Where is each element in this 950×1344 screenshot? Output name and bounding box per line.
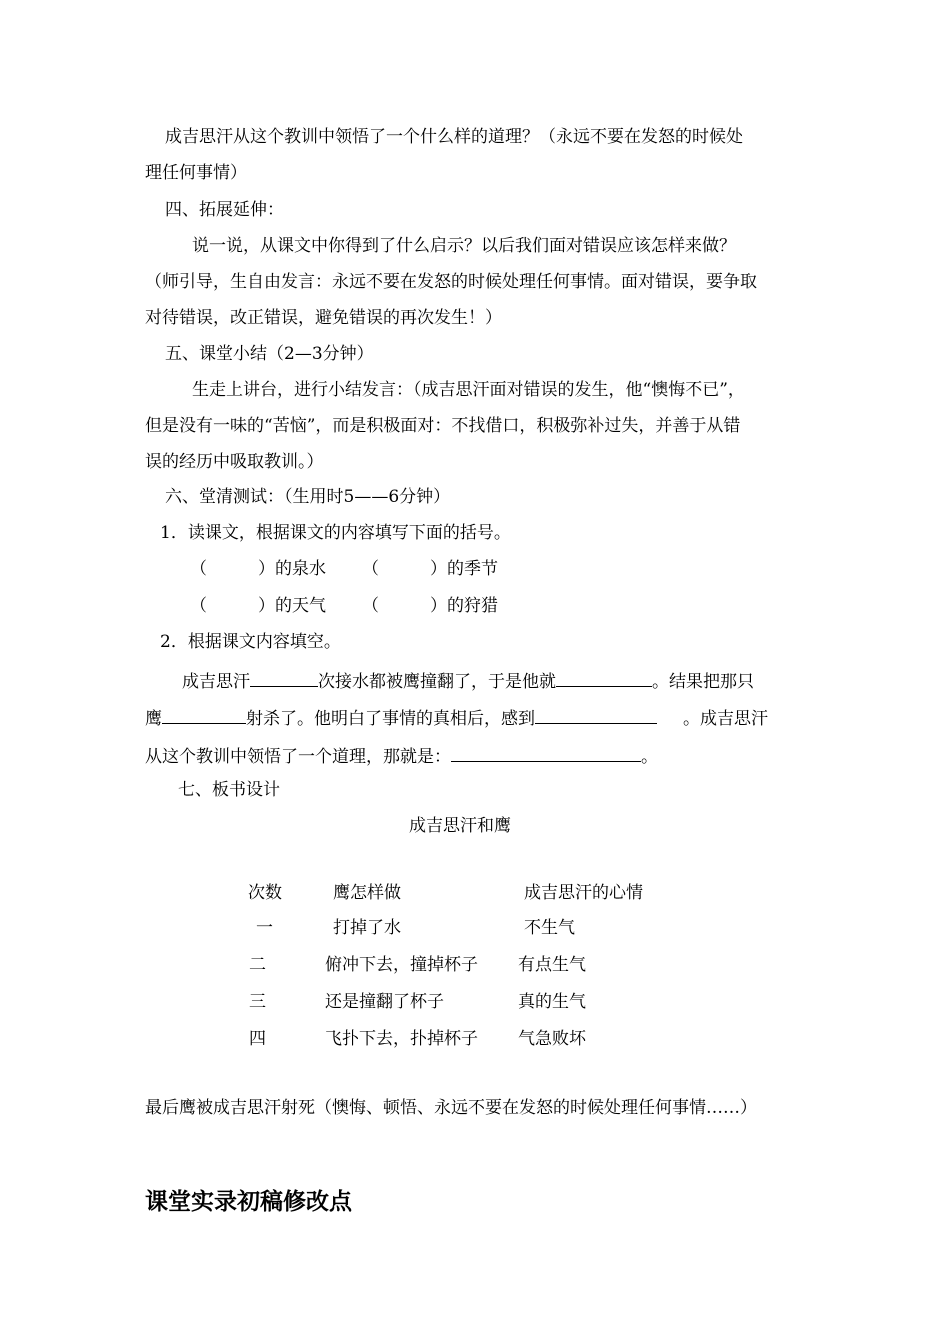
fill-text: 。成吉思汗 <box>683 709 768 729</box>
bracket-close-label: ）的天气 <box>258 596 326 616</box>
board-cell: 真的生气 <box>518 992 586 1012</box>
section-5-line-1: 生走上讲台，进行小结发言：（成吉思汗面对错误的发生，他“懊悔不已”， <box>192 380 745 400</box>
fill-line-1 <box>182 669 754 694</box>
bracket-open: （ <box>362 559 379 579</box>
fill-line-3 <box>145 744 658 769</box>
section-4-line-1: 说一说，从课文中你得到了什么启示？以后我们面对错误应该怎样来做？ <box>192 236 736 256</box>
section-5-line-3: 误的经历中吸取教训。） <box>145 452 324 472</box>
bracket-close-label: ）的季节 <box>430 559 498 579</box>
board-cell: 一 <box>256 918 273 938</box>
bracket-open: （ <box>190 596 207 616</box>
question-2: 2．根据课文内容填空。 <box>160 632 341 652</box>
board-header-mood: 成吉思汗的心情 <box>524 883 643 903</box>
bracket-close-label: ）的泉水 <box>258 559 326 579</box>
board-cell: 打掉了水 <box>333 918 401 938</box>
answer-blank[interactable] <box>250 669 318 687</box>
board-header-action: 鹰怎样做 <box>333 883 401 903</box>
section-5-title: 五、课堂小结（2—3分钟） <box>165 344 374 364</box>
section-4-title: 四、拓展延伸： <box>165 200 284 220</box>
section-5-line-2: 但是没有一味的“苦恼”，而是积极面对：不找借口，积极弥补过失，并善于从错 <box>145 416 741 436</box>
fill-text: 从这个教训中领悟了一个道理，那就是： <box>145 747 451 767</box>
section-4-line-2: （师引导，生自由发言：永远不要在发怒的时候处理任何事情。面对错误，要争取 <box>145 272 757 292</box>
answer-blank[interactable] <box>162 706 246 724</box>
bracket-open: （ <box>362 596 379 616</box>
board-cell: 四 <box>249 1029 266 1049</box>
board-cell: 不生气 <box>524 918 575 938</box>
bracket-close-label: ）的狩猎 <box>430 596 498 616</box>
question-1: 1．读课文，根据课文的内容填写下面的括号。 <box>160 523 511 543</box>
board-cell: 三 <box>249 992 266 1012</box>
answer-blank[interactable] <box>556 669 652 687</box>
bracket-open: （ <box>190 559 207 579</box>
fill-text: 。 <box>641 747 658 767</box>
board-header-count: 次数 <box>248 883 282 903</box>
fill-text: 。结果把那只 <box>652 672 754 692</box>
answer-blank[interactable] <box>451 744 641 762</box>
board-cell: 俯冲下去，撞掉杯子 <box>325 955 478 975</box>
section-7-title: 七、板书设计 <box>178 780 280 800</box>
board-conclusion: 最后鹰被成吉思汗射死（懊悔、顿悟、永远不要在发怒的时候处理任何事情……） <box>145 1098 757 1118</box>
fill-line-2 <box>145 706 768 731</box>
section-4-line-3: 对待错误，改正错误，避免错误的再次发生！） <box>145 308 502 328</box>
board-cell: 二 <box>249 955 266 975</box>
board-cell: 有点生气 <box>518 955 586 975</box>
board-cell: 气急败坏 <box>518 1029 586 1049</box>
answer-blank[interactable] <box>535 706 657 724</box>
intro-line-2: 理任何事情） <box>145 163 247 183</box>
board-cell: 飞扑下去，扑掉杯子 <box>325 1029 478 1049</box>
fill-text: 次接水都被鹰撞翻了，于是他就 <box>318 672 556 692</box>
fill-text: 射杀了。他明白了事情的真相后，感到 <box>246 709 535 729</box>
board-cell: 还是撞翻了杯子 <box>325 992 444 1012</box>
footer-heading: 课堂实录初稿修改点 <box>145 1188 352 1215</box>
fill-text: 成吉思汗 <box>182 672 250 692</box>
board-title: 成吉思汗和鹰 <box>409 816 511 836</box>
intro-line-1: 成吉思汗从这个教训中领悟了一个什么样的道理？（永远不要在发怒的时候处 <box>165 127 743 147</box>
fill-text: 鹰 <box>145 709 162 729</box>
section-6-title: 六、堂清测试：（生用时5——6分钟） <box>165 487 451 507</box>
